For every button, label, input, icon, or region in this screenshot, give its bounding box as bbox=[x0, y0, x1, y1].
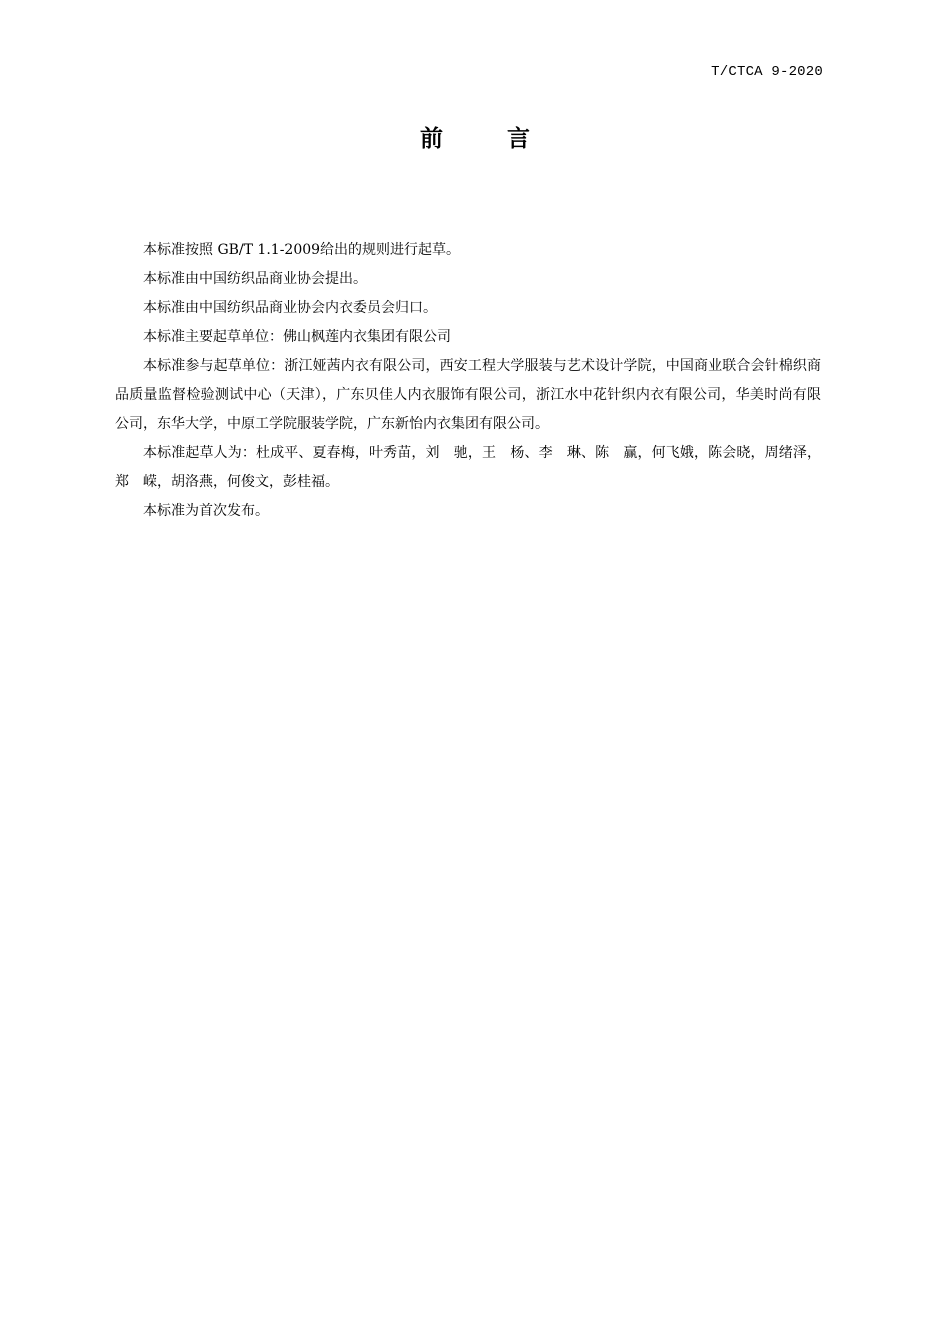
document-code: T/CTCA 9-2020 bbox=[711, 64, 823, 80]
paragraph-administrator: 本标准由中国纺织品商业协会内衣委员会归口。 bbox=[143, 300, 437, 316]
paragraph-first-release: 本标准为首次发布。 bbox=[143, 503, 269, 519]
paragraph-participating-drafters: 本标准参与起草单位：浙江娅茜内衣有限公司，西安工程大学服装与艺术设计学院，中国商业联合会针棉织商品质量监督检验测试中心（天津），广东贝佳人内衣服饰有限公司，浙江水中花针织内衣有限公司，华美时尚有限公司，东华大学，中原工学院服装学院，广东新怡内衣集团有限公司。 bbox=[115, 358, 821, 432]
page-title: 前 言 bbox=[419, 126, 558, 152]
paragraph-proposer: 本标准由中国纺织品商业协会提出。 bbox=[143, 271, 367, 287]
foreword-body bbox=[115, 236, 821, 526]
paragraph-drafters-list: 本标准起草人为：杜成平、夏春梅，叶秀苗，刘 驰，王 杨、李 琳、陈 赢，何飞娥，陈会晓，周绪泽，郑 嵘，胡洛燕，何俊文，彭桂福。 bbox=[115, 445, 821, 490]
paragraph-drafting-rules: 本标准按照 GB/T 1.1-2009给出的规则进行起草。 bbox=[143, 242, 461, 258]
paragraph-main-drafter: 本标准主要起草单位：佛山枫莲内衣集团有限公司 bbox=[143, 329, 451, 345]
